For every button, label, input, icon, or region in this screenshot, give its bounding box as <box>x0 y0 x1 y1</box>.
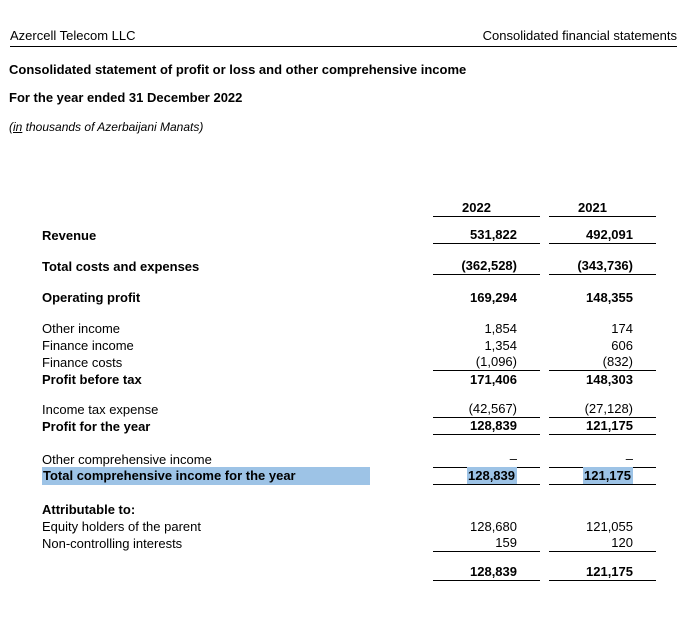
spacer <box>9 485 678 501</box>
table-row-non-controlling-interests <box>9 535 678 552</box>
value-2021: 492,091 <box>549 227 656 244</box>
value-2022 <box>433 468 540 485</box>
units-note: (in thousands of Azerbaijani Manats) <box>9 120 204 134</box>
highlighted-value: 128,839 <box>468 468 515 483</box>
row-label: Other comprehensive income <box>42 452 212 467</box>
value-2021: 148,355 <box>586 290 633 305</box>
table-row-operating-profit <box>9 289 678 306</box>
value-2022: 128,680 <box>470 519 517 534</box>
col-header-2022: 2022 <box>433 200 540 217</box>
row-label: Finance costs <box>42 355 123 370</box>
value-2022: 1,854 <box>484 321 517 336</box>
value-2022: 1,354 <box>484 338 517 353</box>
spacer <box>9 388 678 401</box>
value-2021: (27,128) <box>549 401 656 418</box>
table-row-profit-for-year <box>9 418 678 435</box>
value-2021: 148,303 <box>586 372 633 387</box>
value-2021: – <box>549 451 656 468</box>
spacer <box>9 306 678 320</box>
value-2021: 606 <box>611 338 633 353</box>
value-2022: – <box>433 451 540 468</box>
table-row-equity-holders <box>9 518 678 535</box>
spacer <box>9 435 678 451</box>
value-2021: 120 <box>549 535 656 552</box>
row-label: Profit for the year <box>42 419 151 434</box>
row-label: Operating profit <box>42 290 141 305</box>
table-row-attributable-to <box>9 501 678 518</box>
spacer <box>9 244 678 258</box>
highlighted-label: Total comprehensive income for the year <box>42 467 370 485</box>
value-2021: 121,055 <box>586 519 633 534</box>
highlighted-value: 121,175 <box>584 468 631 483</box>
value-2022: (362,528) <box>433 258 540 275</box>
table-row-total-comprehensive-income <box>9 468 678 485</box>
value-2021: (832) <box>549 354 656 371</box>
spacer <box>9 217 678 227</box>
statement-title: Consolidated statement of profit or loss and other comprehensive income <box>9 62 467 77</box>
value-2022: 169,294 <box>470 290 517 305</box>
value-2022: 531,822 <box>433 227 540 244</box>
value-2022: 128,839 <box>433 564 540 581</box>
value-2021: 121,175 <box>549 418 656 435</box>
value-2021: 174 <box>611 321 633 336</box>
row-label: Finance income <box>42 338 134 353</box>
row-label: Income tax expense <box>42 402 159 417</box>
units-note-underlined-word: in <box>13 120 23 134</box>
value-2022: (42,567) <box>433 401 540 418</box>
company-name: Azercell Telecom LLC <box>10 28 136 43</box>
value-2022: 159 <box>433 535 540 552</box>
row-label: Equity holders of the parent <box>42 519 201 534</box>
row-label: Attributable to: <box>42 502 136 517</box>
table-row-other-income <box>9 320 678 337</box>
spacer <box>9 552 678 564</box>
column-header-row <box>9 200 678 217</box>
value-2022: (1,096) <box>433 354 540 371</box>
table-row-grand-total <box>9 564 678 581</box>
spacer <box>9 275 678 289</box>
row-label <box>9 467 433 485</box>
value-2021: (343,736) <box>549 258 656 275</box>
table-row-other-comprehensive-income <box>9 451 678 468</box>
report-type-label: Consolidated financial statements <box>482 28 677 43</box>
table-row-finance-income <box>9 337 678 354</box>
table-row-finance-costs <box>9 354 678 371</box>
profit-loss-table <box>9 200 678 581</box>
row-label: Profit before tax <box>42 372 142 387</box>
value-2022: 171,406 <box>470 372 517 387</box>
value-2022: 128,839 <box>433 418 540 435</box>
document-header <box>10 0 677 47</box>
col-header-2021: 2021 <box>549 200 656 217</box>
value-2021 <box>549 468 656 485</box>
row-label: Other income <box>42 321 121 336</box>
table-row-profit-before-tax <box>9 371 678 388</box>
row-label: Revenue <box>42 228 97 243</box>
row-label: Non-controlling interests <box>42 536 183 551</box>
value-2021: 121,175 <box>549 564 656 581</box>
table-row-total-costs <box>9 258 678 275</box>
period-line: For the year ended 31 December 2022 <box>9 90 243 105</box>
table-row-income-tax <box>9 401 678 418</box>
row-label: Total costs and expenses <box>42 259 200 274</box>
table-row-revenue <box>9 227 678 244</box>
